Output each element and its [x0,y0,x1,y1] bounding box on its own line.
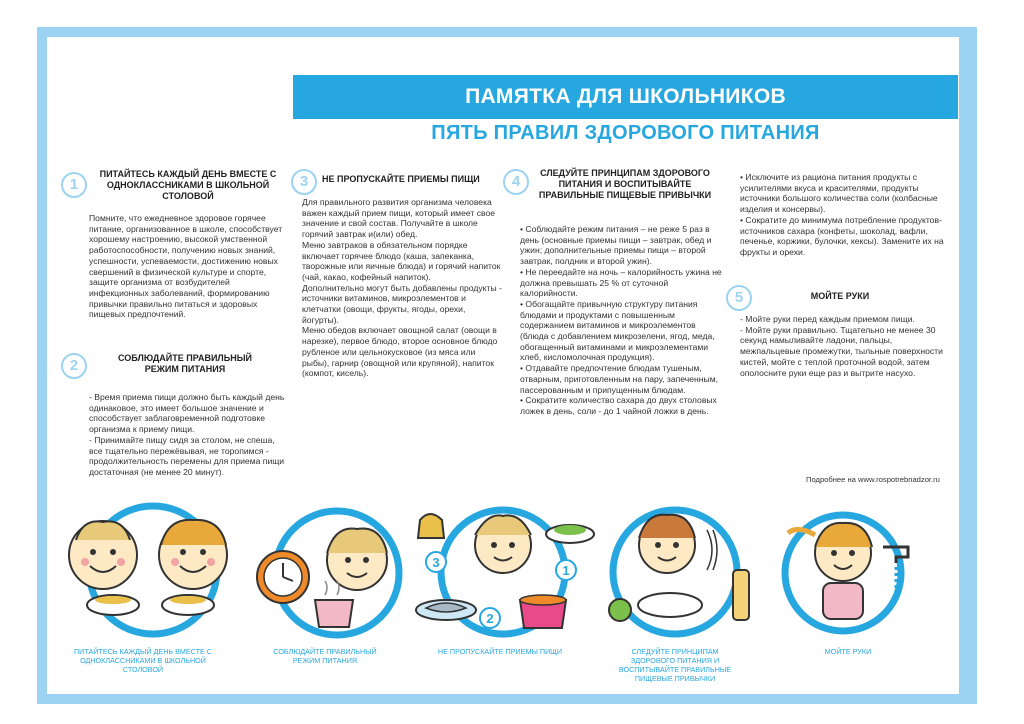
rule-1-number: 1 [61,172,87,198]
title-banner: ПАМЯТКА ДЛЯ ШКОЛЬНИКОВ [293,75,958,119]
illustration-wash-hands [768,505,928,645]
meal-number-3: 3 [432,555,440,570]
rule-2-body: - Время приема пищи должно быть каждый день одинаковое, это имеет большое значение и способствует заблаговременной подготовке организма к приему пищи. - Принимайте пищу сидя за столом, не спеша, все тщательно пережёвывая, не торопимся - продолжительность перемены для приема пищи достаточная (не менее 20 минут). [89,392,285,477]
meal-number-2: 2 [486,611,494,626]
illustration-meal-schedule [245,505,410,645]
more-info-link[interactable]: Подробнее на www.rospotrebnadzor.ru [806,475,940,484]
oil-bottle-icon [733,570,749,620]
rule-5-number: 5 [726,285,752,311]
caption-4: СЛЕДУЙТЕ ПРИНЦИПАМ ЗДОРОВОГО ПИТАНИЯ И ВОСПИТЫВАЙТЕ ПРАВИЛЬНЫЕ ПИЩЕВЫЕ ПРИВЫЧКИ [618,647,732,683]
rule-4-continued-body: • Исключите из рациона питания продукты с усилителями вкуса и красителями, продукты источники большого количества соли (колбасные изделия и консервы). • Сократите до минимума потребление продуктов-источников сахара (конфеты, шоколад, вафли, печенье, коржики, булочки, кексы). Замените их на фрукты и орехи. [740,172,944,257]
rule-3-heading: НЕ ПРОПУСКАЙТЕ ПРИЕМЫ ПИЩИ [322,174,480,184]
caption-5: МОЙТЕ РУКИ [824,647,872,656]
apple-icon [609,599,631,621]
rule-3-number: 3 [291,169,317,195]
rule-4-heading: СЛЕДУЙТЕ ПРИНЦИПАМ ЗДОРОВОГО ПИТАНИЯ И ВОСПИТЫВАЙТЕ ПРАВИЛЬНЫЕ ПИЩЕВЫЕ ПРИВЫЧКИ [538,168,712,200]
rule-4-body: • Соблюдайте режим питания – не реже 5 раз в день (основные приемы пищи – завтрак, обед и ужин; дополнительные приемы пищи – второй завтрак, полдник и второй ужин). • Не переедайте на ночь – калорийность ужина не должна превышать 25 % от суточной калорийности. • Обогащайте привычную структуру питания блюдами и продуктами с повышенным содержанием витаминов и микроэлементов (блюда с добавлением микрозелени, ягод, меда, обогащенный витаминами и микроэлементами хлеб, кисломолочная продукция). • Отдавайте предпочтение блюдам тушеным, отварным, приготовленным на пару, запеченным, пассерованным и припущенным блюдам. • Сократите количество сахара до двух столовых ложек в день, соли - до 1 чайной ложки в день. [520,224,722,416]
rule-1-heading: ПИТАЙТЕСЬ КАЖДЫЙ ДЕНЬ ВМЕСТЕ С ОДНОКЛАССНИКАМИ В ШКОЛЬНОЙ СТОЛОВОЙ [99,169,277,201]
rule-5-body: - Мойте руки перед каждым приемом пищи. - Мойте руки правильно. Тщательно не менее 30 секунд намыливайте ладони, пальцы, межпальцевые промежутки, тыльные поверхности кистей, мойте с теплой проточной водой, затем ополосните руки еще раз и вытрите насухо. [740,314,943,378]
rule-5-heading: МОЙТЕ РУКИ [810,291,870,301]
illustration-meals [408,500,598,645]
teapot-icon [418,514,444,538]
rule-1-body: Помните, что ежедневное здоровое горячее питание, организованное в школе, способствует хорошему настроению, высокой умственной работоспособности, получению новых знаний, успешности, успеваемости, достижению новых свершений в физической культуре и спорте, защите организма от возбудителей инфекционных заболеваний, формированию привычки правильно питаться и здоровых пищевых предпочтений. [89,213,283,320]
mixing-bowl-icon [638,593,702,617]
caption-2: СОБЛЮДАЙТЕ ПРАВИЛЬНЫЙ РЕЖИМ ПИТАНИЯ [273,647,377,665]
rule-2-number: 2 [61,353,87,379]
shirt [823,583,863,619]
illustration-healthy-habits [595,500,770,645]
rule-4-number: 4 [503,169,529,195]
meal-number-1: 1 [562,563,570,578]
poster-subtitle: ПЯТЬ ПРАВИЛ ЗДОРОВОГО ПИТАНИЯ [431,122,820,144]
rule-3-body: Для правильного развития организма человека важен каждый прием пищи, который имеет свое значение и свой состав. Получайте в школе горячий завтрак и(или) обед. Меню завтраков в обязательном порядке включает горячее блюдо (каша, запеканка, творожные или яичные блюда) и горячий напиток (чай, какао, кофейный напиток). Дополнительно могут быть добавлены продукты - источники витаминов, микроэлементов и клетчатки (овощи, фрукты, ягоды, орехи, йогурты). Меню обедов включает овощной салат (овощи в нарезке), первое блюдо, второе основное блюдо рубленое или цельнокусковое (из мяса или рыбы), гарнир (овощной или крупяной), напиток (компот, кисель). [302,197,502,379]
illustration-eating-together [58,500,248,645]
caption-3: НЕ ПРОПУСКАЙТЕ ПРИЕМЫ ПИЩИ [437,647,563,656]
whisk-icon [707,530,717,570]
cup-icon [315,600,353,627]
rule-2-heading: СОБЛЮДАЙТЕ ПРАВИЛЬНЫЙ РЕЖИМ ПИТАНИЯ [118,353,252,374]
caption-1: ПИТАЙТЕСЬ КАЖДЫЙ ДЕНЬ ВМЕСТЕ С ОДНОКЛАССНИКАМИ В ШКОЛЬНОЙ СТОЛОВОЙ [73,647,212,674]
